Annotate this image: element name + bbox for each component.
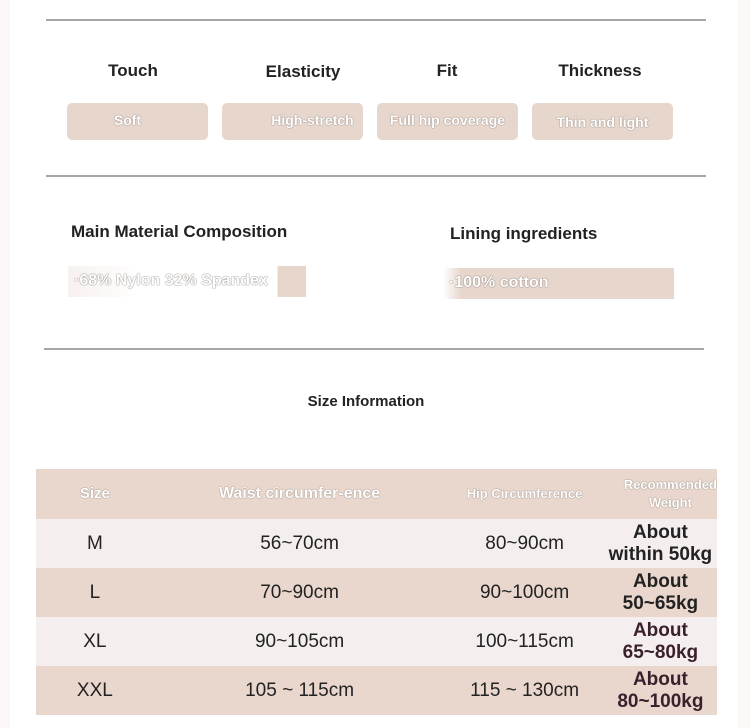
feature-value-elasticity: High-stretch xyxy=(222,103,363,140)
table-row xyxy=(36,519,717,568)
cell-waist: 70~90cm xyxy=(154,568,446,617)
lining-value: ·100% cotton xyxy=(443,268,674,299)
header-hip: Hip Circumference xyxy=(445,469,603,519)
table-row xyxy=(36,666,717,715)
material-value: ·68% Nylon 32% Spandex xyxy=(68,266,306,297)
divider xyxy=(46,175,706,177)
cell-hip: 115 ~ 130cm xyxy=(445,666,603,715)
feature-value-thickness: Thin and light xyxy=(532,103,673,140)
table-row xyxy=(36,617,717,666)
feature-value-fit: Full hip coverage xyxy=(377,103,518,140)
feature-label-fit: Fit xyxy=(436,61,458,80)
cell-weight: About 80~100kg xyxy=(604,666,717,715)
header-weight: Recommended Weight xyxy=(604,469,717,519)
header-size: Size xyxy=(36,469,154,519)
size-table xyxy=(36,469,717,715)
divider xyxy=(46,19,706,21)
cell-hip: 100~115cm xyxy=(445,617,603,666)
lining-title: Lining ingredients xyxy=(450,224,598,243)
cell-weight: About within 50kg xyxy=(604,519,717,568)
cell-size: M xyxy=(36,519,154,568)
cell-hip: 80~90cm xyxy=(445,519,603,568)
cell-weight: About 50~65kg xyxy=(604,568,717,617)
table-header xyxy=(36,469,717,519)
divider xyxy=(44,348,704,350)
table-row xyxy=(36,568,717,617)
header-waist: Waist circumfer-ence xyxy=(154,469,446,519)
feature-label-elasticity: Elasticity xyxy=(265,62,341,81)
cell-size: L xyxy=(36,568,154,617)
cell-waist: 90~105cm xyxy=(154,617,446,666)
material-title: Main Material Composition xyxy=(71,222,288,241)
feature-label-thickness: Thickness xyxy=(558,61,642,80)
cell-hip: 90~100cm xyxy=(445,568,603,617)
cell-size: XL xyxy=(36,617,154,666)
size-info-title: Size Information xyxy=(307,393,425,410)
cell-weight: About 65~80kg xyxy=(604,617,717,666)
feature-label-touch: Touch xyxy=(108,61,158,80)
feature-value-touch: Soft xyxy=(67,103,208,140)
cell-size: XXL xyxy=(36,666,154,715)
cell-waist: 105 ~ 115cm xyxy=(154,666,446,715)
cell-waist: 56~70cm xyxy=(154,519,446,568)
